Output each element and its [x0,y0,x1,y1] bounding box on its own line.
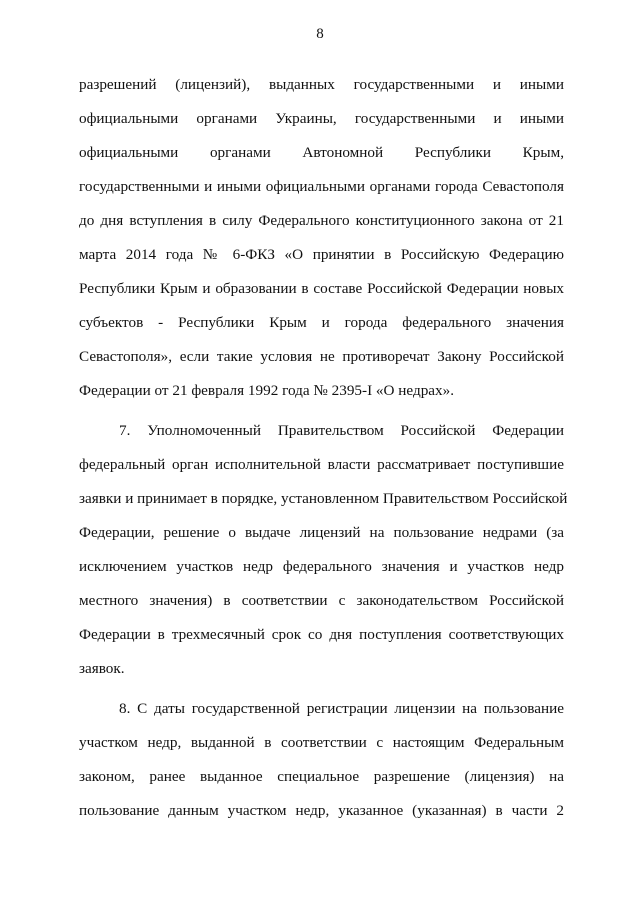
text-line: заявки и принимает в порядке, установленном Правительством Российской [79,490,568,507]
text-line: участком недр, выданной в соответствии с настоящим Федеральным [79,734,564,751]
text-line: разрешений (лицензий), выданных государственными и иными [79,76,564,93]
text-line: федеральный орган исполнительной власти рассматривает поступившие [79,456,564,473]
text-line: пользование данным участком недр, указанное (указанная) в части 2 [79,802,564,819]
text-line: марта 2014 года № 6-ФКЗ «О принятии в Российскую Федерацию [79,246,564,263]
text-line: Республики Крым и образовании в составе Российской Федерации новых [79,280,564,297]
text-line: государственными и иными официальными органами города Севастополя [79,178,564,195]
text-line: субъектов - Республики Крым и города федерального значения [79,314,564,331]
text-line: Федерации от 21 февраля 1992 года № 2395-I «О недрах». [79,382,455,399]
text-line: официальными органами Автономной Республики Крым, [79,144,564,161]
text-line: до дня вступления в силу Федерального конституционного закона от 21 [79,212,564,229]
text-line: 7. Уполномоченный Правительством Российской Федерации [119,422,564,439]
text-line: исключением участков недр федерального значения и участков недр [79,558,564,575]
text-line: законом, ранее выданное специальное разрешение (лицензия) на [79,768,564,785]
paragraph-item-7 [79,414,568,686]
document-body [79,68,568,828]
text-line: 8. С даты государственной регистрации лицензии на пользование [119,700,564,717]
text-line: официальными органами Украины, государственными и иными [79,110,564,127]
text-line: заявок. [79,660,125,677]
page-number: 8 [316,26,324,42]
text-line: Федерации, решение о выдаче лицензий на пользование недрами (за [79,524,564,541]
paragraph-item-8 [79,692,564,828]
text-line: Федерации в трехмесячный срок со дня поступления соответствующих [79,626,564,643]
text-line: Севастополя», если такие условия не противоречат Закону Российской [79,348,564,365]
paragraph-continuation [79,68,564,408]
text-line: местного значения) в соответствии с законодательством Российской [79,592,564,609]
